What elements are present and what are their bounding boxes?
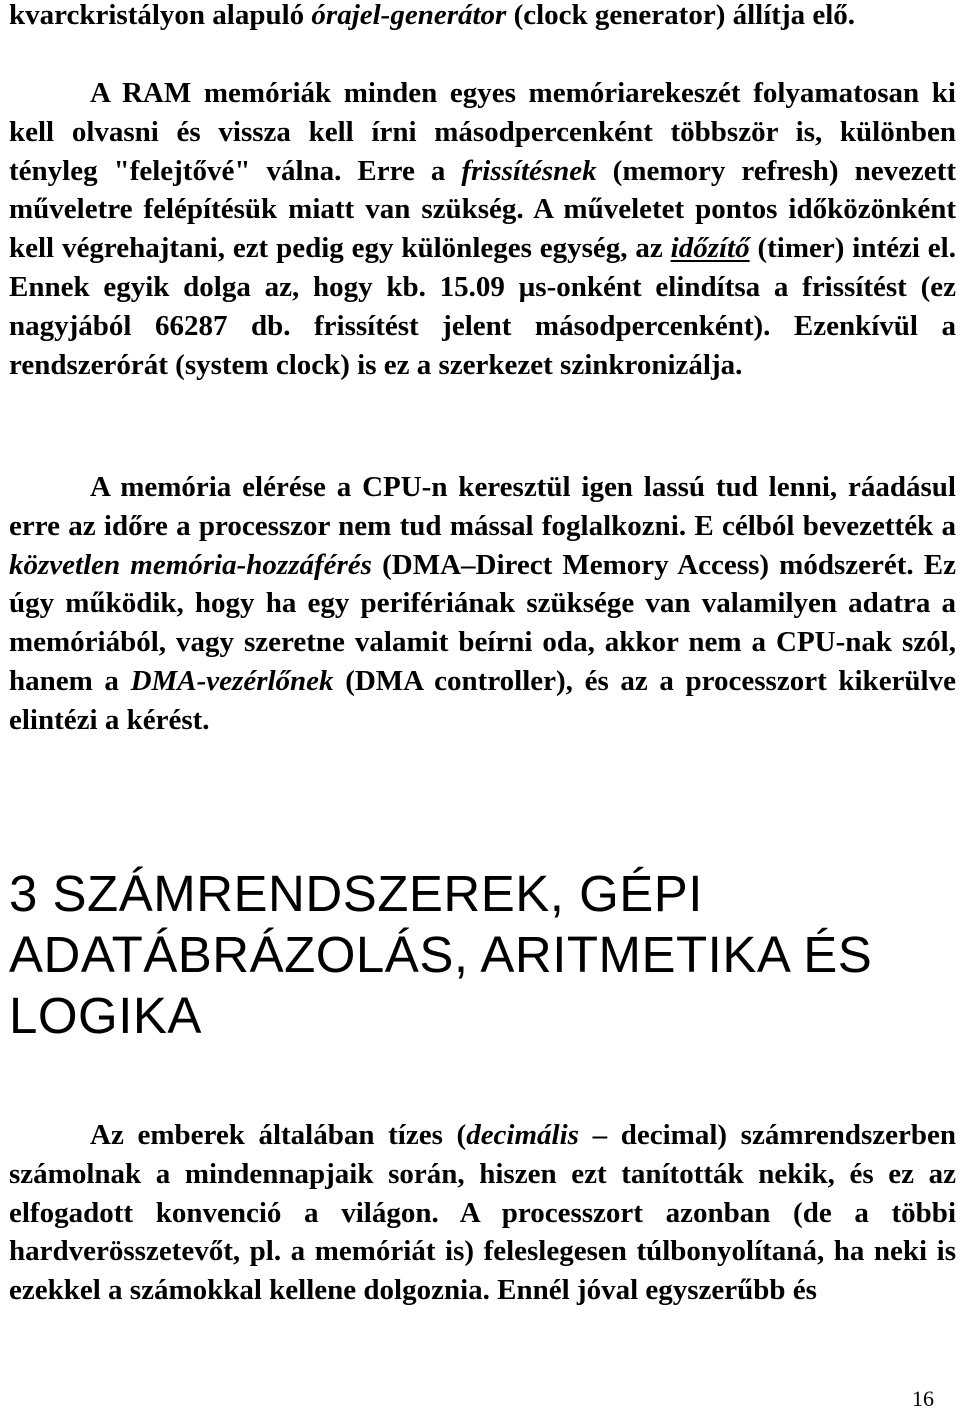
term-refresh: frissítésnek [461, 154, 597, 187]
text-run: A memória elérése a CPU-n keresztül igen lassú tud lenni, ráadásul erre az időre a processzor nem tud mással foglalkozni. E célból bevezették a [9, 471, 956, 542]
term-dma: közvetlen memória-hozzáférés [9, 548, 372, 581]
text-run: A RAM memóriák minden egyes memóriarekeszét folyamatosan ki kell olvasni és vissza kell írni másodpercenként többször is, különben tényleg "felejtővé" válna. Erre a [9, 77, 956, 187]
text-run: Az emberek általában tízes ( [90, 1119, 467, 1151]
term-clock-generator: órajel-generátor [311, 0, 507, 31]
text-run: (DMA–Direct Memory Access) módszerét. Ez úgy működik, hogy ha egy perifériának szüksége van valamilyen adatra a memóriából, vagy szeretne valamit beírni oda, akkor nem a CPU-nak szól, hanem a [9, 548, 956, 697]
paragraph-memory-refresh [9, 74, 956, 384]
heading-line: 3 SZÁMRENDSZEREK, GÉPI [9, 865, 703, 922]
term-dma-controller: DMA-vezérlőnek [130, 664, 334, 697]
paragraph-number-systems [9, 1116, 956, 1310]
text-run: (timer) intézi el. Ennek egyik dolga az, hogy kb. 15.09 µs-onként elindítsa a frissítést (ez nagyjából 66287 db. frissítést jelent másodpercenként). Ezenkívül a rendszerórát (system clock) is ez a szerkezet szinkronizálja. [9, 232, 956, 381]
chapter-heading [9, 863, 956, 1046]
text-run: (memory refresh) nevezett műveletre felépítésük miatt van szükség. A műveletet pontos időközönként kell végrehajtani, ezt pedig egy különleges egység, az [9, 154, 956, 265]
heading-line: LOGIKA [9, 987, 202, 1044]
text-run: kvarckristályon alapuló [9, 0, 312, 31]
text-run: (clock generator) állítja elő. [506, 0, 856, 31]
page-number: 16 [912, 1386, 934, 1411]
text-run: – decimal) számrendszerben számolnak a mindennapjaik során, hiszen ezt tanították nekik, és ez az elfogadott konvenció a világon. A processzort azonban (de a többi hardverösszetevőt, pl. a memóriát is) feleslegesen túlbonyolítaná, ha neki is ezekkel a számokkal kellene dolgoznia. Ennél jóval egyszerűbb és [9, 1119, 956, 1307]
paragraph-dma [9, 468, 956, 740]
paragraph-clock [9, 0, 956, 35]
text-run: (DMA controller), és az a processzort kikerülve elintézi a kérést. [9, 664, 956, 736]
term-timer: időzítő [670, 232, 750, 265]
heading-line: ADATÁBRÁZOLÁS, ARITMETIKA ÉS [9, 926, 873, 983]
term-decimal: decimális [466, 1119, 579, 1151]
